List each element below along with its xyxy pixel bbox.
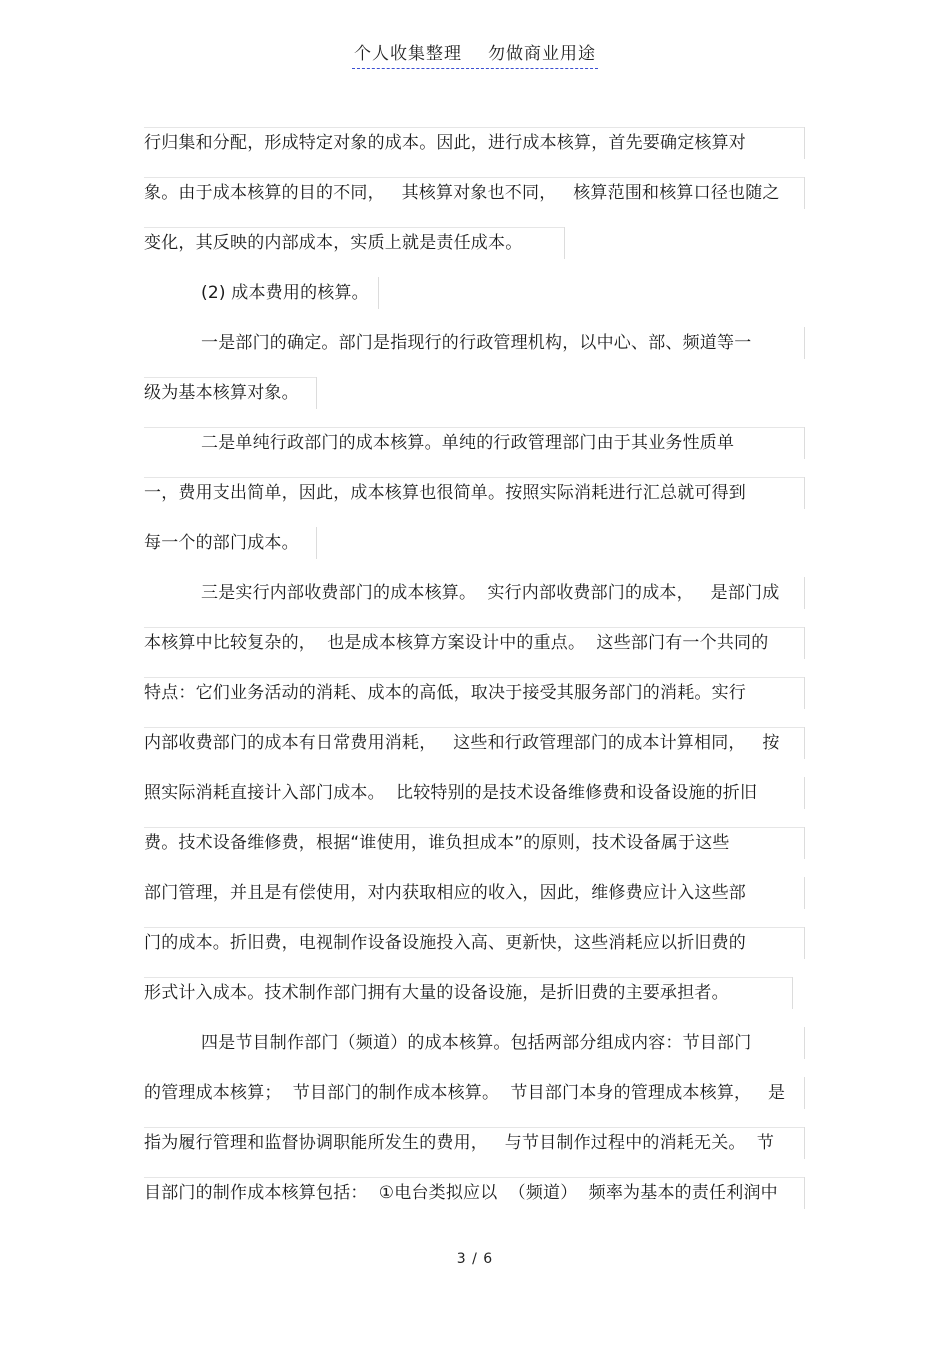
text-line: 本核算中比较复杂的， 也是成本核算方案设计中的重点。 这些部门有一个共同的 [144,633,769,653]
header-left-text: 个人收集整理 [354,44,462,64]
section-heading: (2) 成本费用的核算。 [201,283,369,303]
text-line: 一，费用支出简单，因此，成本核算也很简单。按照实际消耗进行汇总就可得到 [144,483,746,503]
text-line: 四是节目制作部门（频道）的成本核算。包括两部分组成内容：节目部门 [201,1033,752,1053]
page-header [0,40,950,70]
header-right-text: 勿做商业用途 [488,44,596,64]
text-line: 目部门的制作成本核算包括： ①电台类拟应以 （频道） 频率为基本的责任利润中 [144,1183,778,1203]
text-line: 三是实行内部收费部门的成本核算。 实行内部收费部门的成本， 是部门成 [201,583,780,603]
text-line: 变化，其反映的内部成本，实质上就是责任成本。 [144,233,523,253]
text-line: 二是单纯行政部门的成本核算。单纯的行政管理部门由于其业务性质单 [201,433,735,453]
page-number: 3 / 6 [456,1251,494,1267]
text-line: 特点：它们业务活动的消耗、成本的高低，取决于接受其服务部门的消耗。实行 [144,683,746,703]
text-line: 形式计入成本。技术制作部门拥有大量的设备设施，是折旧费的主要承担者。 [144,983,729,1003]
text-line: 级为基本核算对象。 [144,383,299,403]
text-line: 内部收费部门的成本有日常费用消耗， 这些和行政管理部门的成本计算相同， 按 [144,733,780,753]
text-line: 门的成本。折旧费，电视制作设备设施投入高、更新快，这些消耗应以折旧费的 [144,933,746,953]
text-line: 部门管理，并且是有偿使用，对内获取相应的收入，因此，维修费应计入这些部 [144,883,746,903]
text-line: 行归集和分配，形成特定对象的成本。因此，进行成本核算，首先要确定核算对 [144,133,746,153]
text-line: 的管理成本核算； 节目部门的制作成本核算。 节目部门本身的管理成本核算， 是 [144,1083,786,1103]
header-note [352,40,598,69]
text-line: 一是部门的确定。部门是指现行的行政管理机构，以中心、部、频道等一 [201,333,752,353]
text-line: 费。技术设备维修费，根据“谁使用，谁负担成本”的原则，技术设备属于这些 [144,833,730,853]
text-line: 每一个的部门成本。 [144,533,299,553]
text-line: 照实际消耗直接计入部门成本。 比较特别的是技术设备维修费和设备设施的折旧 [144,783,758,803]
text-line: 指为履行管理和监督协调职能所发生的费用， 与节目制作过程中的消耗无关。 节 [144,1133,775,1153]
text-line: 象。由于成本核算的目的不同， 其核算对象也不同， 核算范围和核算口径也随之 [144,183,780,203]
